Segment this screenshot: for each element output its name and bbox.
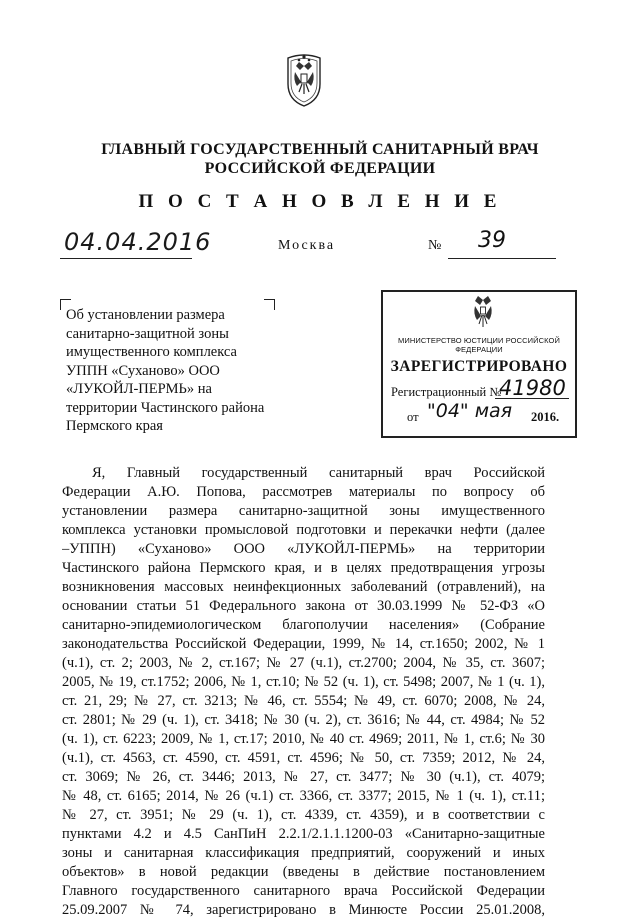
- date-underline: [60, 258, 192, 259]
- issuer-title-line2: РОССИЙСКОЙ ФЕДЕРАЦИИ: [204, 160, 436, 177]
- body-line: 2005, № 19, ст.1752; 2006, № 1, ст.10; № 52 (ч. 1), ст. 5498; 2007, № 1 (ч. 1),: [62, 674, 545, 690]
- subject-line: «ЛУКОЙЛ-ПЕРМЬ» на: [66, 381, 212, 397]
- body-line: пунктами 4.2 и 4.5 СанПиН 2.2.1/2.1.1.1200-03 «Санитарно-защитные: [62, 826, 545, 842]
- body-line: ст. 21, 29; № 27, ст. 3213; № 46, ст. 5554; № 49, ст. 6070; 2008, № 24,: [62, 693, 545, 709]
- subject-line: санитарно-защитной зоны: [66, 325, 229, 342]
- body-line: ст. 2801; № 29 (ч. 1), ст. 3418; № 30 (ч. 2), ст. 3616; № 44, ст. 4984; № 52: [62, 712, 545, 728]
- document-subject: [66, 306, 296, 436]
- body-line: возникновения массовых неинфекционных заболеваний (отравлений), на: [62, 579, 545, 595]
- document-body: [62, 464, 545, 920]
- subject-line: имущественного комплекса: [66, 344, 237, 360]
- document-city: Москва: [278, 238, 336, 253]
- document-number: 39: [478, 228, 506, 253]
- body-line: законодательства Российской Федерации, 1999, № 14, ст.1650; 2002, № 1: [62, 636, 545, 652]
- stamp-reg-label: Регистрационный №: [391, 385, 502, 399]
- stamp-reg-underline: [495, 398, 569, 399]
- body-line: Федерации А.Ю. Попова, рассмотрев материалы по вопросу об: [62, 484, 545, 500]
- subject-line: Об установлении размера: [66, 307, 225, 323]
- document-date: 04.04.2016: [64, 228, 212, 256]
- registration-stamp: [381, 290, 577, 438]
- body-line: зоны и санитарная классификация предприятий, сооружений и иных: [62, 845, 545, 861]
- body-line: санитарно-эпидемиологическом благополучии населения» (Собрание: [62, 617, 545, 633]
- subject-line: территории Частинского района: [66, 399, 265, 416]
- body-line: комплекса установки промысловой подготовки и перекачки нефти (далее: [62, 522, 545, 538]
- stamp-from-label: от: [407, 410, 419, 424]
- stamp-reg-number: 41980: [499, 376, 566, 400]
- number-label: №: [428, 238, 442, 253]
- stamp-reg-year: 2016.: [531, 410, 560, 424]
- body-line: установлении размера санитарно-защитной зоны имущественного: [62, 503, 545, 519]
- document-type: П О С Т А Н О В Л Е Н И Е: [138, 191, 502, 212]
- stamp-ministry: МИНИСТЕРСТВО ЮСТИЦИИ РОССИЙСКОЙ ФЕДЕРАЦИИ: [398, 336, 560, 354]
- subject-line: Пермского края: [66, 418, 163, 434]
- body-line: № 27, ст. 3951; № 29 (ч. 1), ст. 4339, ст. 4359), и в соответствии с: [62, 807, 545, 823]
- stamp-registered: ЗАРЕГИСТРИРОВАНО: [390, 358, 568, 375]
- body-line: (ч.1), ст. 4563, ст. 4590, ст. 4591, ст. 4596; № 50, ст. 7359; 2012, № 24,: [62, 750, 545, 766]
- body-line: 25.09.2007 № 74, зарегистрировано в Минюсте России 25.01.2008,: [62, 902, 545, 918]
- body-line: основании статьи 51 Федерального закона от 30.03.1999 № 52-ФЗ «О: [62, 598, 545, 614]
- stamp-emblem-icon: [471, 294, 495, 330]
- body-line: (ч. 1), ст. 6223; 2009, № 1, ст.17; 2010, № 40 ст. 4969; 2011, № 1, ст.6; № 30: [62, 731, 545, 747]
- body-line: (ч.1), ст. 2; 2003, № 2, ст.167; № 27 (ч.1), ст.2700; 2004, № 35, ст. 3607;: [62, 655, 545, 671]
- coat-of-arms-emblem: [282, 50, 326, 110]
- body-line: ст. 3069; № 26, ст. 3446; 2013, № 27, ст. 3477; № 30 (ч.1), ст. 4079;: [62, 769, 545, 785]
- body-line: Главного государственного санитарного врача Российской Федерации: [62, 883, 545, 899]
- stamp-reg-date: "04" мая: [427, 400, 513, 422]
- body-line: Я, Главный государственный санитарный врач Российской: [92, 465, 545, 481]
- subject-line: УППН «Суханово» ООО: [66, 362, 220, 379]
- number-underline: [448, 258, 556, 259]
- body-line: № 48, ст. 6165; 2014, № 26 (ч.1) ст. 3366, ст. 3377; 2015, № 1 (ч. 1), ст.11;: [62, 788, 545, 804]
- body-line: объектов» в новой редакции (введены в действие постановлением: [62, 864, 545, 880]
- body-line: –УППН) «Суханово» ООО «ЛУКОЙЛ-ПЕРМЬ» на территории: [62, 541, 545, 557]
- issuer-title-line1: ГЛАВНЫЙ ГОСУДАРСТВЕННЫЙ САНИТАРНЫЙ ВРАЧ: [101, 141, 539, 158]
- body-line: Частинского района Пермского края, и в целях предотвращения угрозы: [62, 560, 545, 576]
